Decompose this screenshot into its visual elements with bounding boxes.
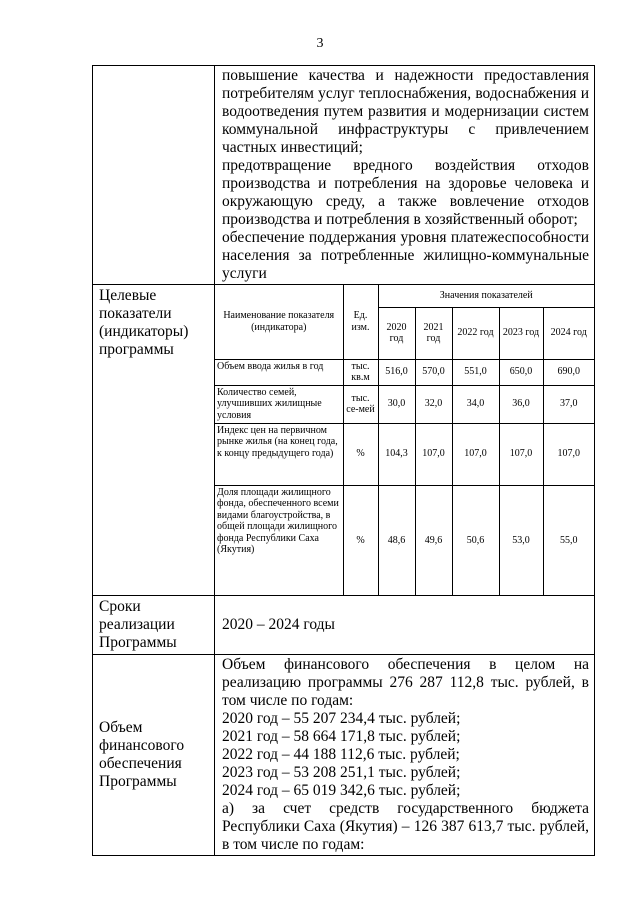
header-year: 2020 год (378, 307, 415, 359)
header-year: 2024 год (543, 307, 594, 359)
funding-year-line: 2024 год – 65 019 342,6 тыс. рублей; (222, 782, 461, 799)
indicator-unit: % (343, 485, 378, 595)
indicator-row (215, 485, 594, 595)
funding-budget-note: а) за счет средств государственного бюджета Республики Саха (Якутия) – 126 387 613,7 тыс. рублей, в том числе по годам: (222, 800, 589, 853)
indicator-value: 36,0 (499, 385, 543, 423)
indicator-name: Количество семей, улучшивших жилищные условия (215, 385, 343, 423)
indicator-value: 107,0 (499, 423, 543, 485)
indicator-value: 516,0 (378, 359, 415, 385)
goals-cell (215, 66, 595, 285)
funding-label: Объем финансового обеспечения Программы (93, 655, 215, 856)
header-year: 2022 год (452, 307, 499, 359)
header-year: 2021 год (415, 307, 452, 359)
indicators-table (215, 285, 594, 595)
indicator-value: 104,3 (378, 423, 415, 485)
indicator-value: 107,0 (543, 423, 594, 485)
goal-paragraph: обеспечение поддержания уровня платежеспособности населения за потребленные жилищно-коммунальные услуги (222, 229, 589, 282)
funding-row (93, 655, 595, 856)
indicator-name: Объем ввода жилья в год (215, 359, 343, 385)
funding-year-line: 2023 год – 53 208 251,1 тыс. рублей; (222, 764, 461, 781)
indicator-name: Индекс цен на первичном рынке жилья (на конец года, к концу предыдущего года) (215, 423, 343, 485)
targets-row (93, 285, 595, 596)
header-unit: Ед. изм. (343, 285, 378, 359)
goals-row (93, 66, 595, 285)
timeframe-value: 2020 – 2024 годы (215, 596, 595, 655)
funding-year-line: 2021 год – 58 664 171,8 тыс. рублей; (222, 728, 461, 745)
indicator-unit: тыс. кв.м (343, 359, 378, 385)
indicator-value: 107,0 (452, 423, 499, 485)
indicator-unit: % (343, 423, 378, 485)
indicator-value: 55,0 (543, 485, 594, 595)
funding-year-line: 2020 год – 55 207 234,4 тыс. рублей; (222, 710, 461, 727)
indicator-row (215, 385, 594, 423)
indicator-value: 34,0 (452, 385, 499, 423)
indicator-value: 570,0 (415, 359, 452, 385)
indicator-value: 49,6 (415, 485, 452, 595)
indicator-value: 30,0 (378, 385, 415, 423)
targets-label: Целевые показатели (индикаторы) программы (93, 285, 215, 596)
indicator-value: 50,6 (452, 485, 499, 595)
timeframe-row (93, 596, 595, 655)
indicator-value: 53,0 (499, 485, 543, 595)
indicator-value: 48,6 (378, 485, 415, 595)
funding-cell (215, 655, 595, 856)
timeframe-label: Сроки реализации Программы (93, 596, 215, 655)
header-year: 2023 год (499, 307, 543, 359)
program-passport-table (92, 65, 595, 856)
indicator-value: 32,0 (415, 385, 452, 423)
indicator-value: 551,0 (452, 359, 499, 385)
header-indicator-name: Наименование показателя (индикатора) (215, 285, 343, 359)
targets-cell (215, 285, 595, 596)
indicator-unit: тыс. се-мей (343, 385, 378, 423)
indicator-value: 650,0 (499, 359, 543, 385)
funding-intro: Объем финансового обеспечения в целом на реализацию программы 276 287 112,8 тыс. рублей, в том числе по годам: (222, 656, 589, 709)
goal-paragraph: повышение качества и надежности предоставления потребителям услуг теплоснабжения, водоснабжения и водоотведения путем развития и модернизации систем коммунальной инфраструктуры с привлечением частных инвестиций; (222, 67, 589, 156)
indicator-name: Доля площади жилищного фонда, обеспеченного всеми видами благоустройства, в общей площади жилищного фонда Республики Саха (Якутия) (215, 485, 343, 595)
page-number: 3 (316, 36, 324, 51)
header-values-title: Значения показателей (378, 285, 594, 307)
indicator-row (215, 359, 594, 385)
goals-label-cell (93, 66, 215, 285)
goal-paragraph: предотвращение вредного воздействия отходов производства и потребления на здоровье человека и окружающую среду, а также вовлечение отходов производства и потребления в хозяйственный оборот; (222, 157, 589, 228)
funding-year-line: 2022 год – 44 188 112,6 тыс. рублей; (222, 746, 460, 763)
indicator-row (215, 423, 594, 485)
indicator-value: 690,0 (543, 359, 594, 385)
indicator-value: 107,0 (415, 423, 452, 485)
indicator-value: 37,0 (543, 385, 594, 423)
